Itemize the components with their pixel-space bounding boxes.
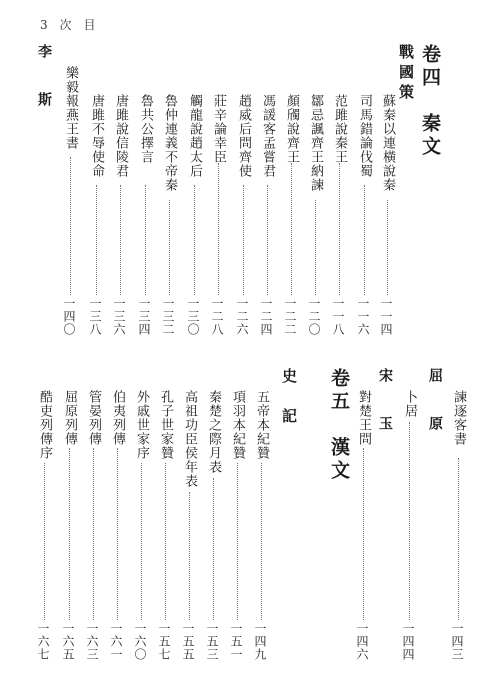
entry-title: 顏斶說齊王: [284, 94, 299, 164]
entry-title: 唐雎說信陵君: [113, 94, 128, 178]
leader-dots: [189, 492, 190, 620]
leader-dots: [363, 448, 364, 620]
author-heading: 李 斯: [36, 44, 52, 116]
entry-title: 對楚王問: [356, 390, 371, 446]
entry-title: 莊辛論幸臣: [211, 94, 226, 164]
entry-title: 酷吏列傳序: [37, 390, 52, 460]
page-ref: 一二二: [283, 297, 297, 336]
page-ref: 一三〇: [186, 297, 200, 336]
entry-title: 屈原列傳: [62, 390, 77, 446]
page-ref: 一五一: [229, 622, 243, 661]
entry-title: 趙威后問齊使: [236, 94, 251, 178]
entry-title: 秦楚之際月表: [206, 390, 221, 474]
entry-title: 司馬錯論伐蜀: [357, 94, 372, 178]
page-ref: 一一八: [331, 297, 345, 336]
page-ref: 一二八: [210, 297, 224, 336]
leader-dots: [165, 463, 166, 620]
author-heading: 屈 原: [427, 368, 443, 440]
leader-dots: [315, 200, 316, 295]
page-ref: 一四六: [355, 622, 369, 661]
leader-dots: [267, 185, 268, 295]
entry-title: 馮諼客孟嘗君: [260, 94, 275, 178]
leader-dots: [145, 185, 146, 295]
entry-title: 卜居: [402, 390, 417, 418]
page-header: [40, 16, 103, 33]
entry-title: 諫逐客書: [451, 390, 466, 446]
volume-heading: 卷五 漢文: [328, 368, 350, 483]
entry-title: 范雎說秦王: [332, 94, 347, 164]
leader-dots: [213, 478, 214, 620]
entry-title: 唐雎不辱使命: [89, 94, 104, 178]
entry-title: 蘇秦以連橫說秦: [380, 94, 395, 192]
entry-title: 伯夷列傳: [110, 390, 125, 446]
page-ref: 一五三: [205, 622, 219, 661]
page-ref: 一三二: [161, 297, 175, 336]
leader-dots: [387, 200, 388, 295]
leader-dots: [120, 185, 121, 295]
page-ref: 一二〇: [307, 297, 321, 336]
leader-dots: [96, 185, 97, 295]
page-ref: 一四三: [450, 622, 464, 661]
page-ref: 一三六: [112, 297, 126, 336]
entry-title: 鄒忌諷齊王納諫: [308, 94, 323, 192]
page-ref: 一六五: [61, 622, 75, 661]
running-title: 次 目: [59, 18, 96, 32]
leader-dots: [237, 463, 238, 620]
leader-dots: [117, 448, 118, 620]
page-ref: 一四九: [253, 622, 267, 661]
leader-dots: [44, 463, 45, 620]
entry-title: 樂毅報燕王書: [63, 66, 78, 150]
page-ref: 一一四: [379, 297, 393, 336]
leader-dots: [291, 163, 292, 295]
leader-dots: [261, 463, 262, 620]
entry-title: 高祖功臣侯年表: [182, 390, 197, 488]
volume-heading: 卷四 秦文: [419, 44, 441, 159]
leader-dots: [141, 463, 142, 620]
author-heading: 宋 玉: [377, 368, 393, 440]
leader-dots: [243, 185, 244, 295]
page-ref: 一四四: [401, 622, 415, 661]
page-ref: 一四〇: [62, 297, 76, 336]
section-heading: 戰國策: [397, 44, 415, 104]
section-heading: 史 記: [280, 368, 298, 428]
page-ref: 一三四: [137, 297, 151, 336]
leader-dots: [69, 448, 70, 620]
entry-title: 外戚世家序: [134, 390, 149, 460]
leader-dots: [194, 185, 195, 295]
page-ref: 一六三: [85, 622, 99, 661]
entry-title: 觸龍說趙太后: [187, 94, 202, 178]
leader-dots: [364, 185, 365, 295]
page-ref: 一六一: [109, 622, 123, 661]
leader-dots: [218, 163, 219, 295]
page-ref: 一二六: [235, 297, 249, 336]
entry-title: 魯共公擇言: [138, 94, 153, 164]
entry-title: 管晏列傳: [86, 390, 101, 446]
entry-title: 魯仲連義不帝秦: [162, 94, 177, 192]
page-ref: 一二四: [259, 297, 273, 336]
page-ref: 一一六: [356, 297, 370, 336]
leader-dots: [458, 458, 459, 620]
page-ref: 一五五: [181, 622, 195, 661]
entry-title: 五帝本紀贊: [254, 390, 269, 460]
entry-title: 項羽本紀贊: [230, 390, 245, 460]
leader-dots: [339, 163, 340, 295]
leader-dots: [93, 448, 94, 620]
page-ref: 一六七: [36, 622, 50, 661]
page-ref: 一六〇: [133, 622, 147, 661]
leader-dots: [169, 200, 170, 295]
page-number: 3: [40, 18, 48, 32]
page-ref: 一三八: [88, 297, 102, 336]
entry-title: 孔子世家贊: [158, 390, 173, 460]
leader-dots: [409, 422, 410, 620]
page-ref: 一五七: [157, 622, 171, 661]
leader-dots: [70, 157, 71, 295]
